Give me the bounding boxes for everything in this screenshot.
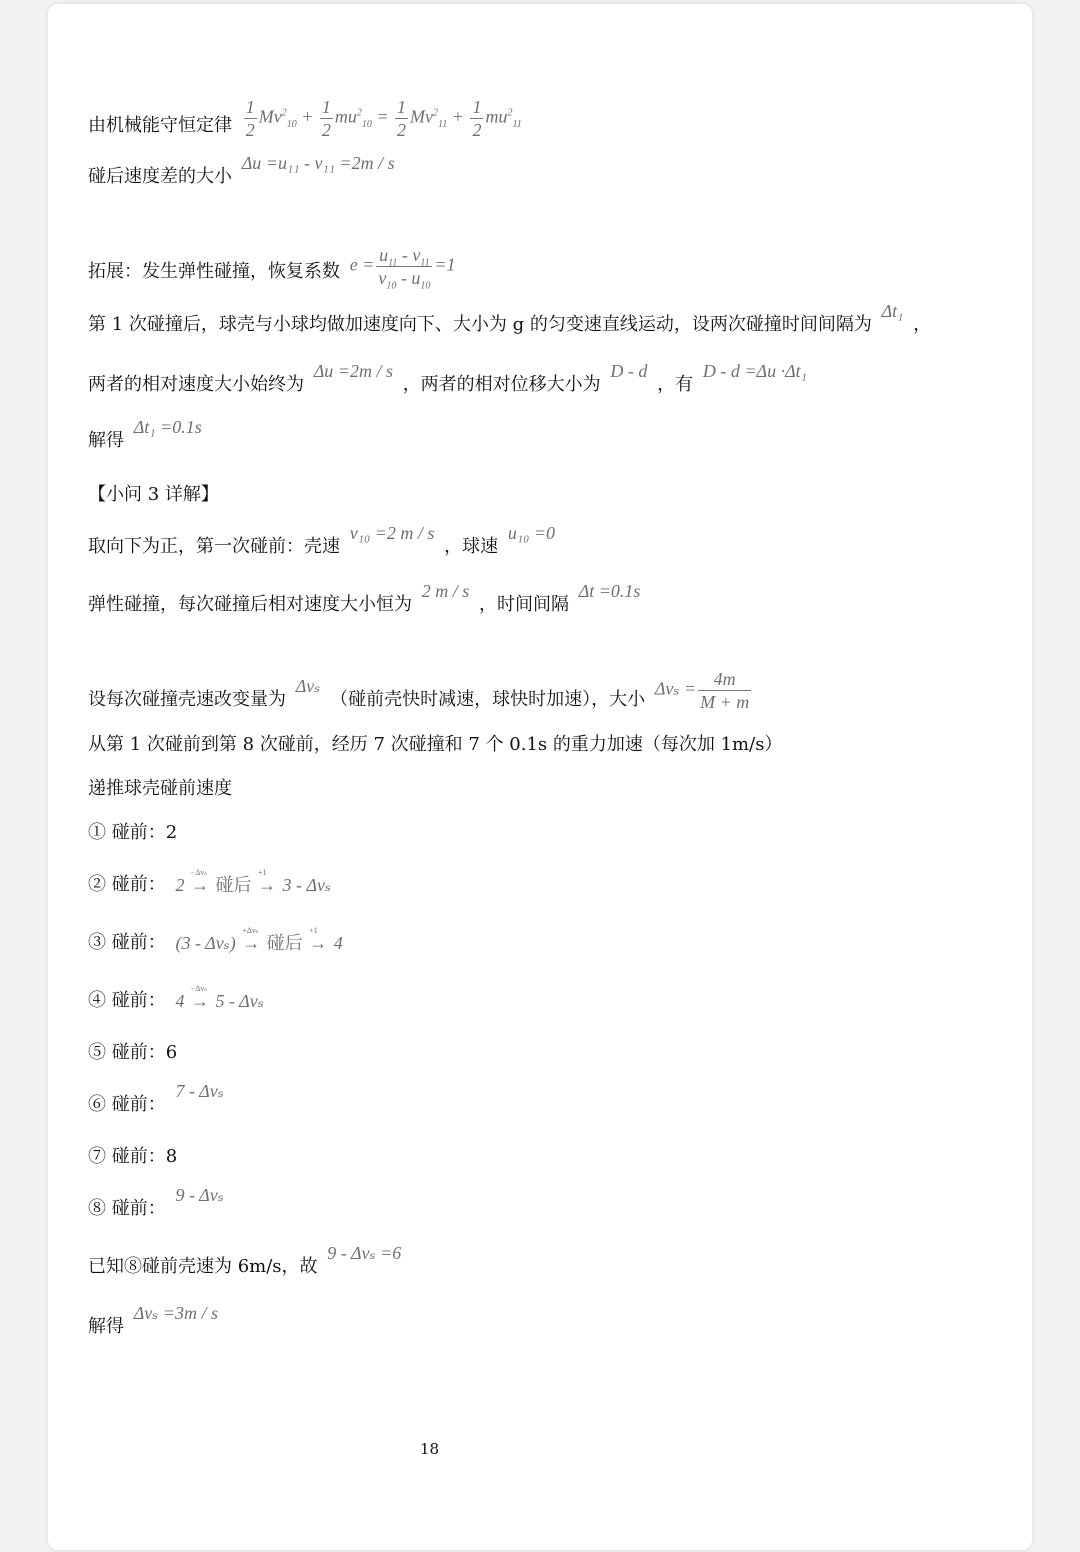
motion-description-line: 第 1 次碰撞后，球壳与小球均做加速度向下、大小为 g 的匀变速直线运动，设两次碰撞时间间隔为 Δt₁ ， [88,301,932,335]
step-7: ⑦ 碰前：8 [88,1146,178,1167]
process-line: 从第 1 次碰前到第 8 次碰前，经历 7 次碰撞和 7 个 0.1s 的重力加速（每次加 1m/s） [88,734,783,755]
step-1: ① 碰前：2 [88,822,178,843]
relative-velocity-line: 两者的相对速度大小始终为 Δu =2m / s ，两者的相对位移大小为 D - d ，有 D - d =Δu ·Δt₁ [88,361,807,395]
step-4: ④ 碰前： 4 → - Δvₛ 5 - Δvₛ [88,984,264,1011]
known-line: 已知⑧碰前壳速为 6m/s，故 9 - Δvₛ =6 [88,1243,402,1277]
step-2: ② 碰前： 2 → - Δvₛ 碰后 → +1 3 - Δvₛ [88,868,332,895]
step-3: ③ 碰前： (3 - Δvₛ) → +Δvₛ 碰后 → +1 4 [88,926,343,953]
answer-line: 解得 Δvₛ =3m / s [88,1303,219,1337]
energy-conservation-line: 由机械能守恒定律 $\frac{1}{2}$ $Mv^2_{10}$ + $\frac{1}{2}$ $mu^2_{10}$ = $\frac{1}{2}$ $Mv^2_{11}$ + $\frac{1}{2}$ $mu^2_{11}$ [88,97,522,140]
solve-dt1-line: 解得 Δt₁ =0.1s [88,417,202,451]
restitution-formula: e = $\frac{u_{11} - v_{11}}{v_{10} - u_{10}}$ =1 [349,245,456,292]
section-heading: 【小问 3 详解】 [88,484,219,505]
step-8: ⑧ 碰前： 9 - Δvₛ [88,1185,224,1219]
step-6: ⑥ 碰前： 7 - Δvₛ [88,1081,224,1115]
energy-equation: $\frac{1}{2}$ $Mv^2_{10}$ + $\frac{1}{2}$ $mu^2_{10}$ = $\frac{1}{2}$ $Mv^2_{11}$ + $\frac{1}{2}$ $mu^2_{11}$ [245,97,522,140]
delta-t1: Δt₁ [881,301,904,321]
elastic-collision-line: 弹性碰撞，每次碰撞后相对速度大小恒为 2 m / s ，时间间隔 Δt =0.1s [88,581,641,615]
velocity-diff-line: 碰后速度差的大小 Δu =u₁₁ - v₁₁ =2m / s [88,153,395,187]
velocity-change-line: 设每次碰撞壳速改变量为 Δvₛ （碰前壳快时减速，球快时加速），大小 Δvₛ = $\frac{4m}{M + m}$ [88,666,757,711]
initial-velocity-line: 取向下为正，第一次碰前：壳速 v₁₀ =2 m / s ，球速 u₁₀ =0 [88,523,556,557]
step-5: ⑤ 碰前：6 [88,1042,178,1063]
page-number: 18 [420,1440,440,1458]
recursion-title: 递推球壳碰前速度 [88,778,232,799]
velocity-change-formula: Δvₛ = $\frac{4m}{M + m}$ [654,669,750,712]
velocity-diff-formula: Δu =u₁₁ - v₁₁ =2m / s [241,153,395,173]
restitution-line: 拓展：发生弹性碰撞，恢复系数 e = $\frac{u_{11} - v_{11}}{v_{10} - u_{10}}$ =1 [88,245,456,292]
